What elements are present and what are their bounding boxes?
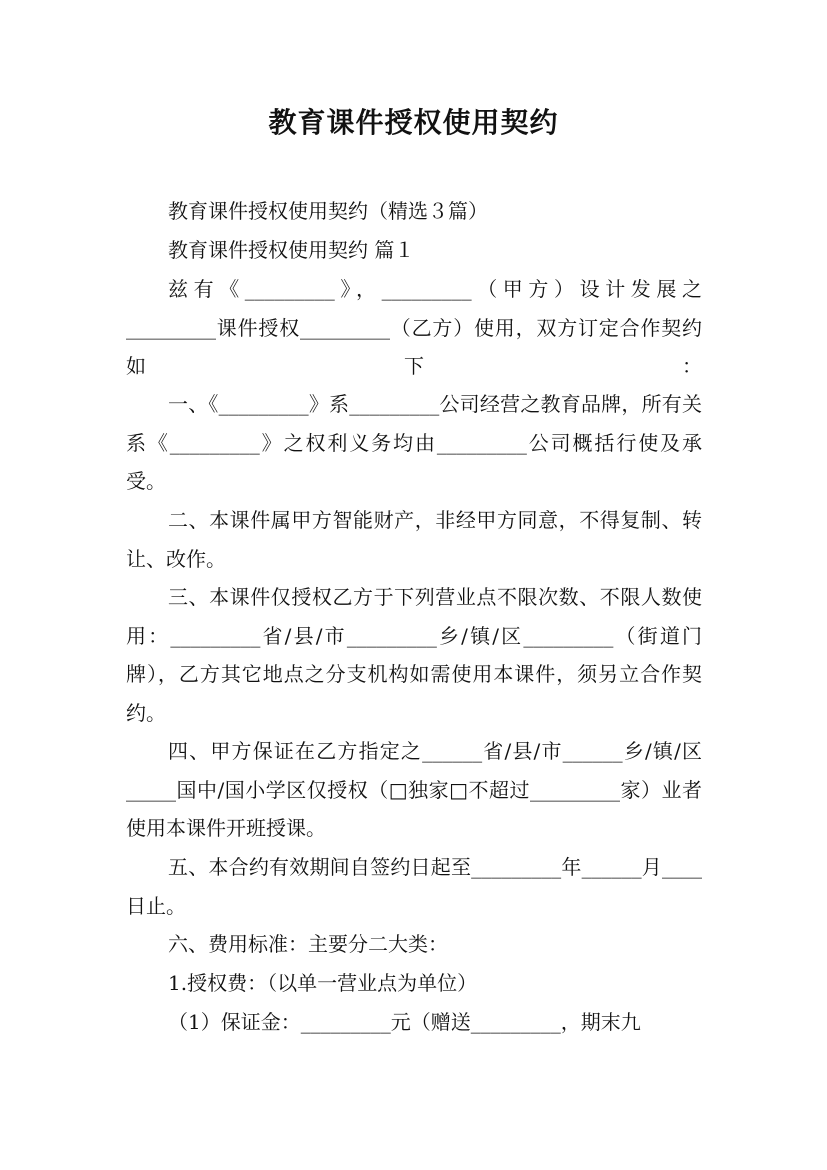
paragraph-fee-item: 1.授权费：（以单一营业点为单位） [168,971,478,995]
paragraph-section-heading: 教育课件授权使用契约 篇１ [168,238,415,262]
paragraph-clause-2: 二、本课件属甲方智能财产，非经甲方同意，不得复制、转让、改作。 [126,508,702,571]
paragraph-clause-4: 四、甲方保证在乙方指定之______省/县/市______乡/镇/区_____国中/国小学区仅授权（□独家□不超过_________家）业者使用本课件开班授课。 [126,739,702,840]
paragraph-clause-1: 一、《_________》系_________公司经营之教育品牌，所有关系《_________》之权利义务均由_________公司概括行使及承受。 [126,392,702,493]
paragraph-clause-6: 六、费用标准：主要分二大类： [168,932,448,956]
document-title: 教育课件授权使用契约 [268,106,559,139]
paragraph-clause-5: 五、本合约有效期间自签约日起至_________年______月____日止。 [126,855,702,918]
paragraph-subtitle: 教育课件授权使用契约（精选３篇） [168,199,488,223]
paragraph-deposit: （1）保证金：_________元（赠送_________，期末九 [168,1010,641,1034]
paragraph-intro: 兹有《_________》，_________（甲方）设计发展之_________课件授权_________（乙方）使用，双方订定合作契约如下： [126,277,702,378]
paragraph-clause-3: 三、本课件仅授权乙方于下列营业点不限次数、不限人数使用：_________省/县/市_________乡/镇/区_________（街道门牌），乙方其它地点之分支机构如需使用本课件，须另立合作契约。 [126,585,702,725]
